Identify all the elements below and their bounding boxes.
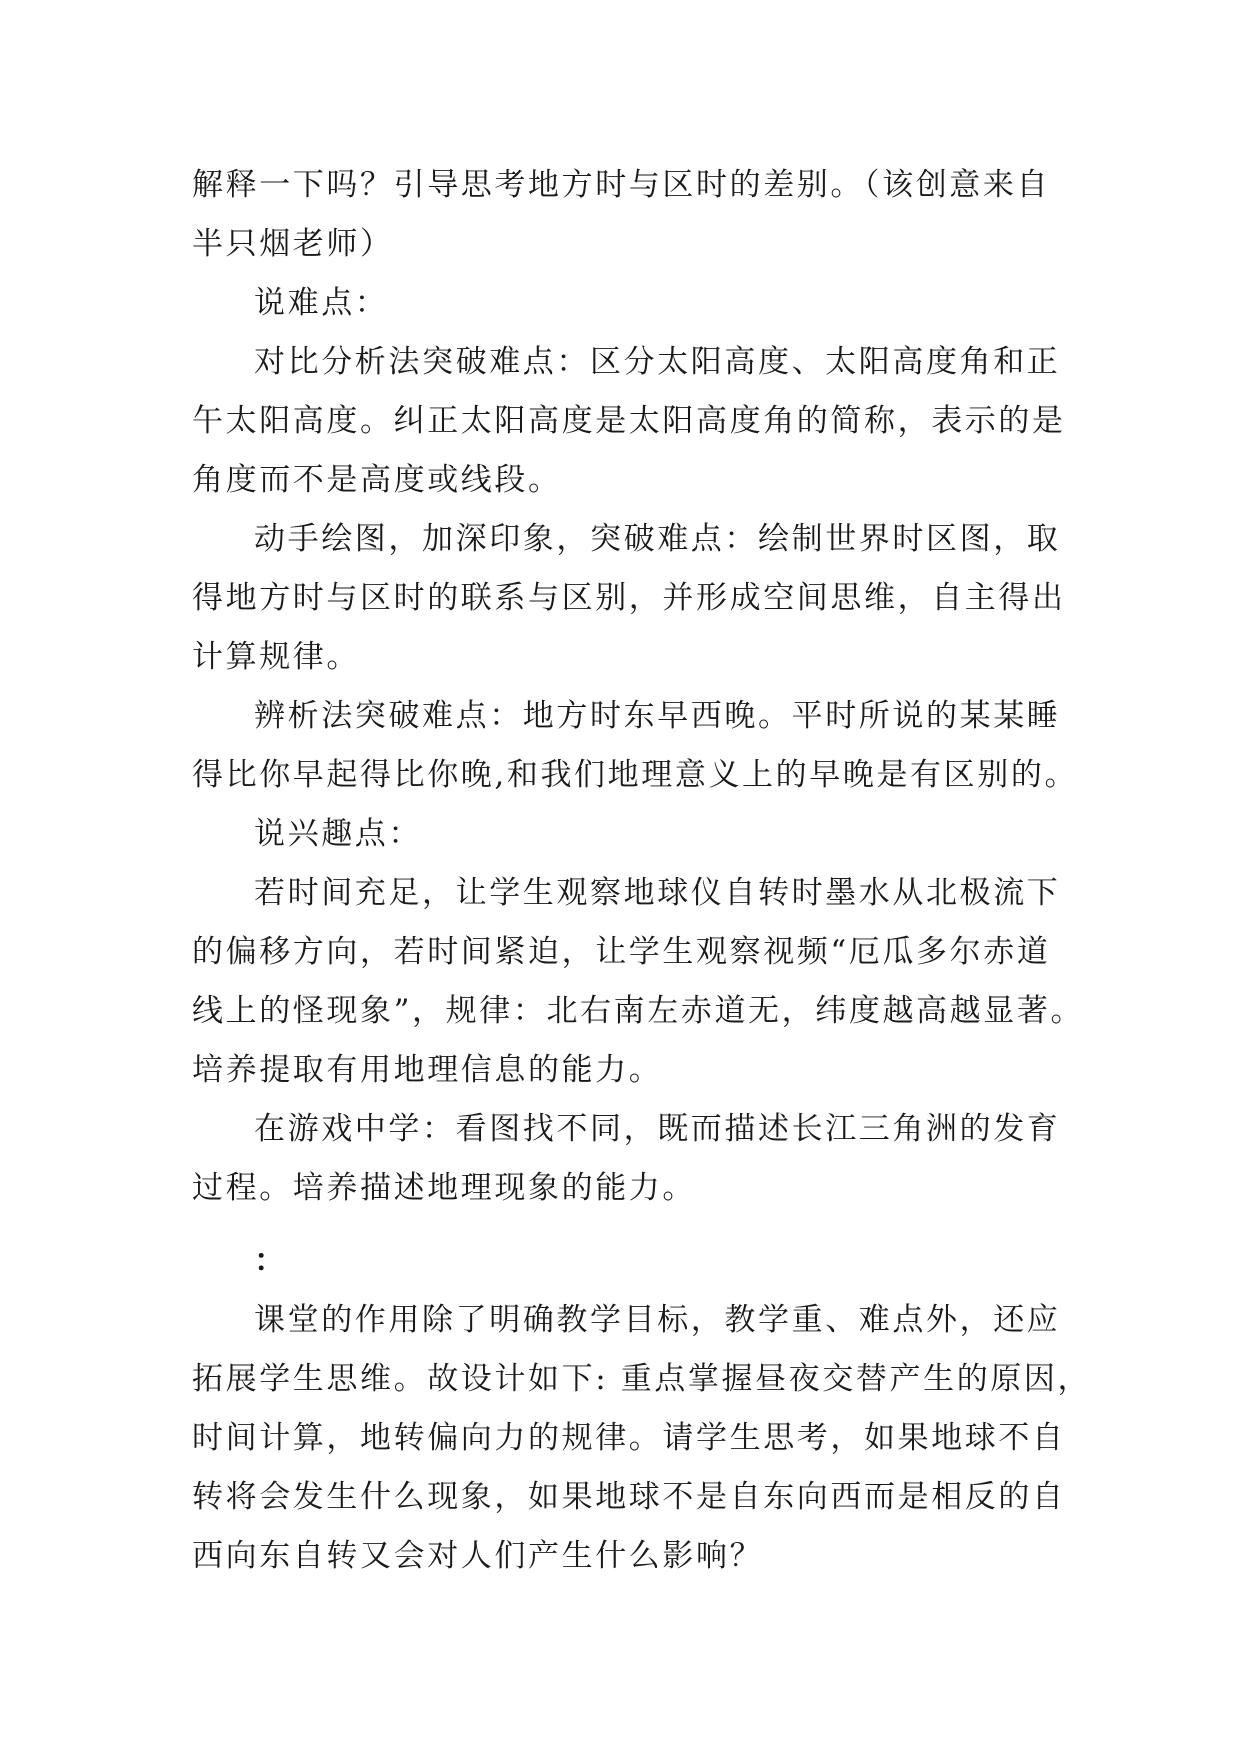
text-line: 时间计算，地转偏向力的规律。请学生思考，如果地球不自 (192, 1420, 1066, 1456)
text-line: ： (254, 1243, 288, 1279)
text-line: 在游戏中学：看图找不同，既而描述长江三角洲的发育 (254, 1111, 1061, 1147)
text-line: 计算规律。 (192, 639, 360, 675)
text-line: 转将会发生什么现象，如果地球不是自东向西而是相反的自 (192, 1479, 1066, 1515)
text-line: 若时间充足，让学生观察地球仪自转时墨水从北极流下 (254, 875, 1061, 911)
text-line: 辨析法突破难点：地方时东早西晚。平时所说的某某睡 (254, 698, 1061, 734)
text-line: 说难点： (254, 285, 389, 321)
section-heading-untitled (192, 1232, 1072, 1291)
text-line: 半只烟老师） (192, 226, 394, 262)
paragraph-extension (192, 1291, 1092, 1586)
paragraph-game-learning (192, 1100, 1072, 1218)
text-line: 的偏移方向，若时间紧迫，让学生观察视频“厄瓜多尔赤道 (192, 934, 1051, 970)
text-line: 解释一下吗？引导思考地方时与区时的差别。（该创意来自 (192, 167, 1051, 203)
text-line: 午太阳高度。纠正太阳高度是太阳高度角的简称，表示的是 (192, 403, 1066, 439)
text-line: 西向东自转又会对人们产生什么影响？ (192, 1538, 764, 1574)
text-line: 说兴趣点： (254, 816, 422, 852)
section-heading-difficulty (192, 274, 1072, 333)
text-line: 角度而不是高度或线段。 (192, 462, 562, 498)
paragraph-contrast-analysis (192, 333, 1072, 510)
text-line: 拓展学生思维。故设计如下: 重点掌握昼夜交替产生的原因， (192, 1361, 1092, 1397)
text-line: 得地方时与区时的联系与区别，并形成空间思维，自主得出 (192, 580, 1066, 616)
text-line: 对比分析法突破难点：区分太阳高度、太阳高度角和正 (254, 344, 1061, 380)
text-line: 培养提取有用地理信息的能力。 (192, 1052, 663, 1088)
section-heading-interest (192, 805, 1072, 864)
text-line: 动手绘图，加深印象，突破难点：绘制世界时区图，取 (254, 521, 1061, 557)
text-line: 线上的怪现象”，规律：北右南左赤道无，纬度越高越显著。 (192, 993, 1085, 1029)
text-line: 课堂的作用除了明确教学目标，教学重、难点外，还应 (254, 1302, 1061, 1338)
paragraph-drawing (192, 510, 1072, 687)
paragraph-intro (192, 156, 1072, 274)
text-line: 得比你早起得比你晚,和我们地理意义上的早晚是有区别的。 (192, 757, 1079, 793)
paragraph-discrimination (192, 687, 1079, 805)
text-line: 过程。培养描述地理现象的能力。 (192, 1170, 696, 1206)
document-body (192, 156, 1092, 1586)
paragraph-observation (192, 864, 1085, 1100)
